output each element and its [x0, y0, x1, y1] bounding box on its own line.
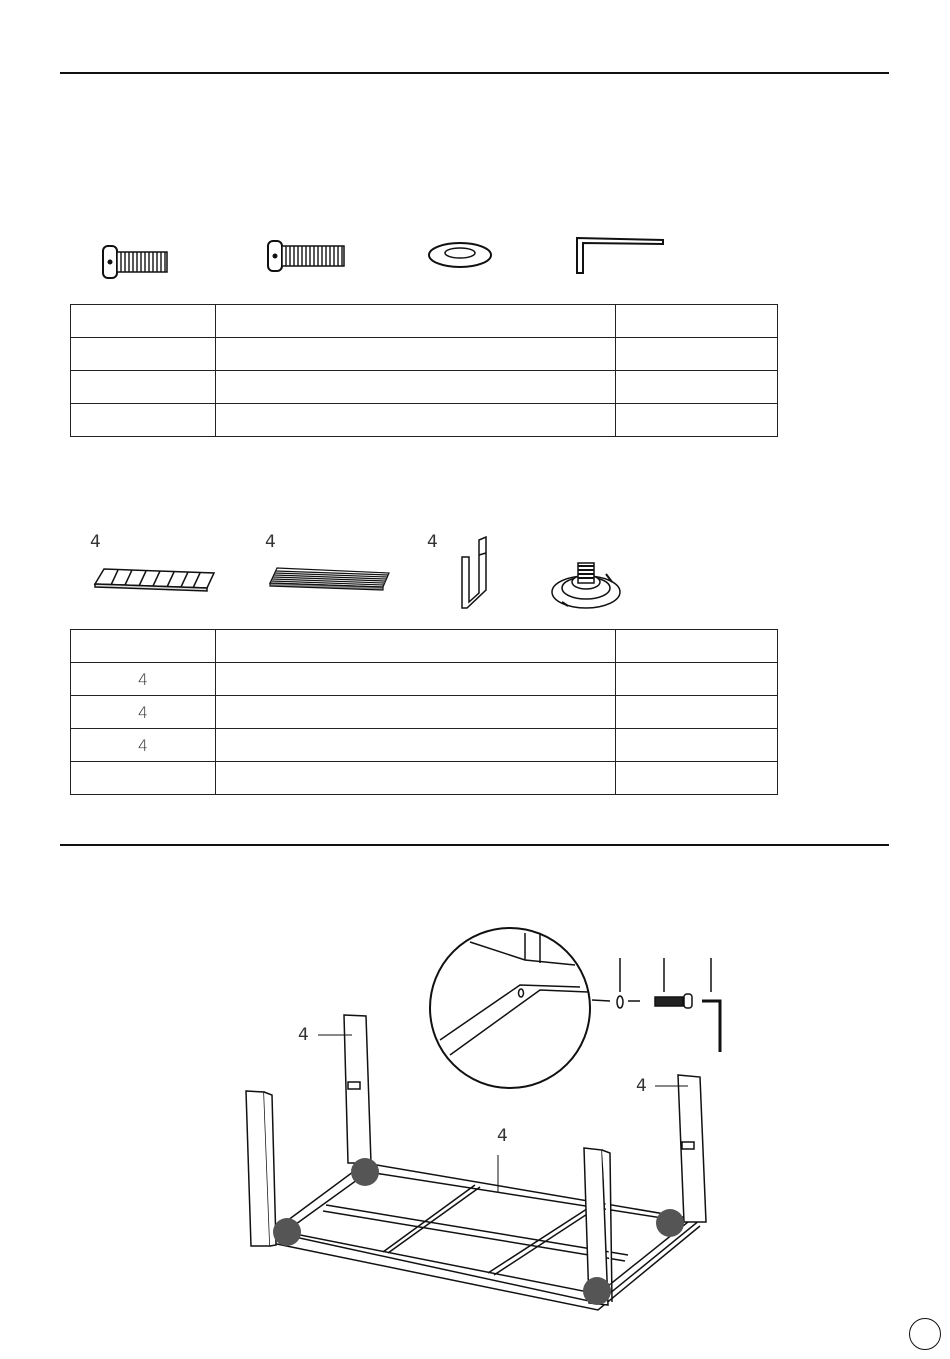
right-leg-qty: 4 — [636, 1076, 647, 1096]
center-rail-qty: 4 — [497, 1126, 508, 1146]
table-row: 4 — [71, 663, 778, 696]
slatted-panel-qty: 4 — [90, 532, 101, 552]
detail-zoom-circle — [430, 928, 590, 1088]
left-leg-qty: 4 — [298, 1025, 309, 1045]
table-row: 4 — [71, 729, 778, 762]
exploded-hardware — [592, 958, 720, 1052]
u-frame-qty: 4 — [427, 532, 438, 552]
grid-panel-qty: 4 — [265, 532, 276, 552]
table-row: 4 — [71, 696, 778, 729]
page-number-badge — [909, 1318, 941, 1350]
